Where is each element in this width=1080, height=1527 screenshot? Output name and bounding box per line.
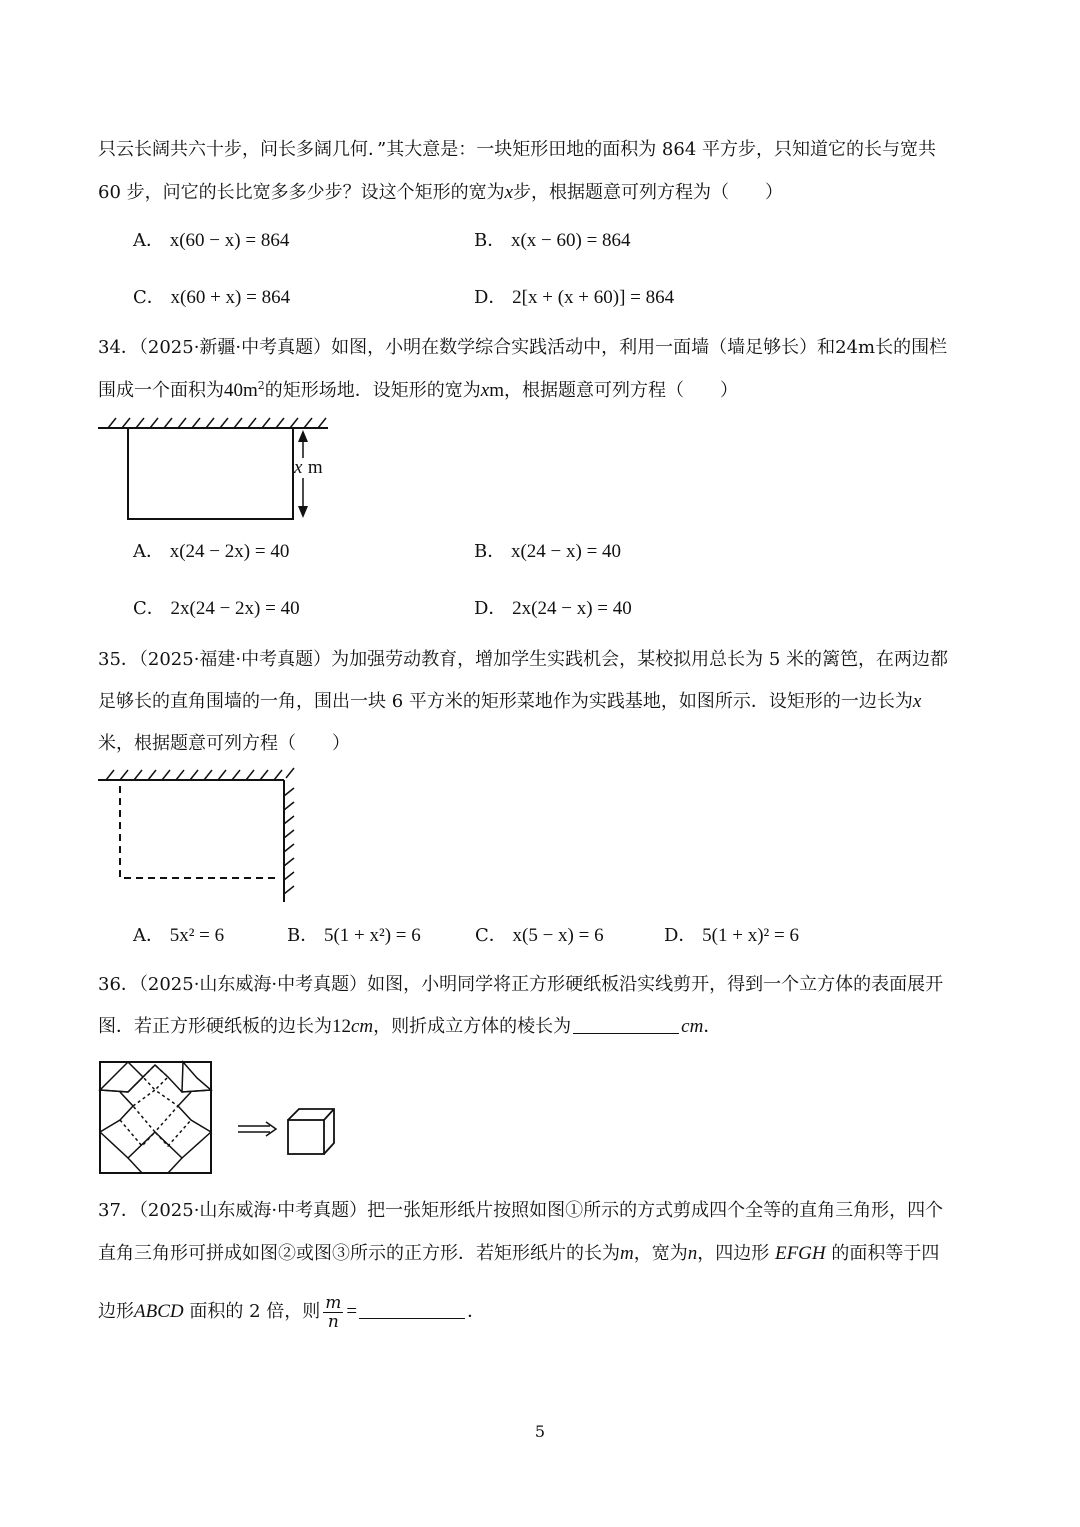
q34-option-d[interactable]: D． 2x(24 − x) = 40	[474, 598, 632, 619]
q33-option-a[interactable]: A． x(60 − x) = 864	[133, 230, 290, 251]
q37-answer-blank[interactable]	[359, 1300, 465, 1319]
q35-corner-wall-figure	[98, 766, 308, 906]
q35-option-c[interactable]: C． x(5 − x) = 6	[475, 925, 604, 946]
q34-option-b[interactable]: B． x(24 − x) = 40	[474, 541, 622, 562]
q33-option-c[interactable]: C． x(60 + x) = 864	[133, 287, 291, 308]
q36-answer-blank[interactable]	[573, 1015, 679, 1034]
page-number: 5	[534, 1422, 546, 1441]
q37-line1: 37．（2025·山东威海·中考真题）把一张矩形纸片按照如图①所示的方式剪成四个全等的直角三角形，四个	[98, 1200, 944, 1221]
q33-line1: 只云长阔共六十步，问长多阔几何．”其大意是：一块矩形田地的面积为 864 平方步，只知道它的长与宽共	[98, 139, 936, 160]
q34-option-a[interactable]: A． x(24 − 2x) = 40	[133, 541, 290, 562]
q34-figure-label: x m	[294, 457, 323, 478]
q34-line2: 围成一个面积为$40m^2$的矩形场地．设矩形的宽为xm，根据题意可列方程（ ）	[98, 379, 738, 401]
q35-line1: 35．（2025·福建·中考真题）为加强劳动教育，增加学生实践机会，某校拟用总长为 5 米的篱笆，在两边都	[98, 649, 949, 670]
q35-option-a[interactable]: A． 5x² = 6	[133, 925, 225, 946]
q33-line2: 60 步，问它的长比宽多多少步？设这个矩形的宽为x步，根据题意可列方程为（ ）	[98, 182, 784, 203]
q33-option-d[interactable]: D． 2[x + (x + 60)] = 864	[474, 287, 675, 308]
q36-line2: 图．若正方形硬纸板的边长为12cm，则折成立方体的棱长为 cm．	[98, 1016, 722, 1037]
q33-option-b[interactable]: B． x(x − 60) = 864	[474, 230, 631, 251]
q34-option-c[interactable]: C． 2x(24 − 2x) = 40	[133, 598, 300, 619]
q34-line1: 34．（2025·新疆·中考真题）如图，小明在数学综合实践活动中，利用一面墙（墙足够长）和24m长的围栏	[98, 337, 948, 358]
q35-line3: 米，根据题意可列方程（ ）	[98, 733, 350, 754]
m-over-n-fraction: $\frac{m}{n}$	[325, 1292, 342, 1332]
q35-line2: 足够长的直角围墙的一角，围出一块 6 平方米的矩形菜地作为实践基地，如图所示．设矩形的一边长为x	[98, 691, 922, 712]
q37-line3: 边形ABCD 面积的 2 倍，则 $\frac{m}{n}$ = ．	[98, 1292, 486, 1332]
q36-cube-net-figure	[98, 1060, 348, 1180]
q36-line1: 36．（2025·山东威海·中考真题）如图，小明同学将正方形硬纸板沿实线剪开，得到一个立方体的表面展开	[98, 974, 944, 995]
q37-line2: 直角三角形可拼成如图②或图③所示的正方形．若矩形纸片的长为m，宽为n，四边形 EFGH 的面积等于四	[98, 1243, 940, 1264]
q35-option-b[interactable]: B． 5(1 + x²) = 6	[287, 925, 421, 946]
q35-option-d[interactable]: D． 5(1 + x)² = 6	[664, 925, 799, 946]
